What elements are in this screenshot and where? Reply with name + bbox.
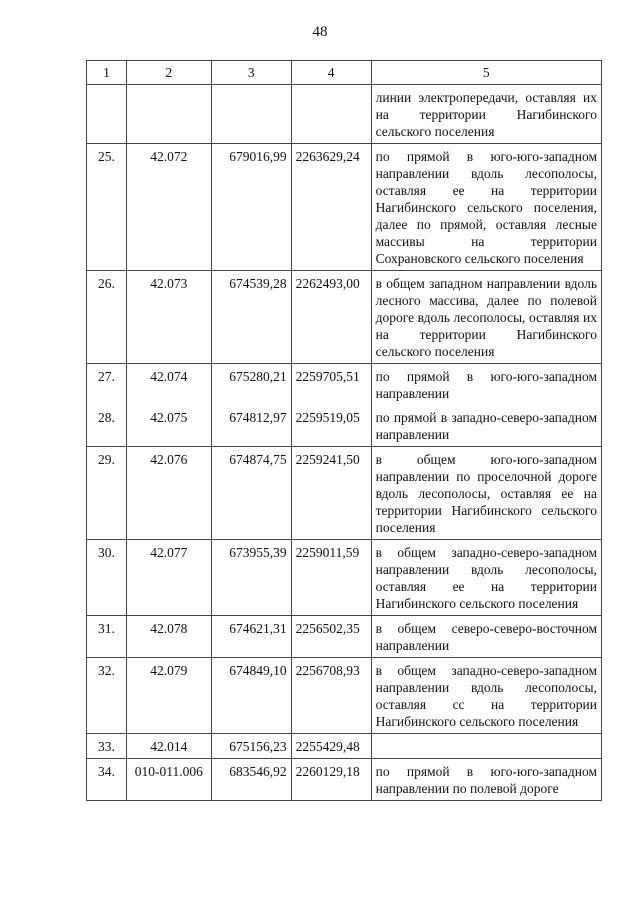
- point-number: 32.: [87, 658, 127, 734]
- point-code: 42.077: [126, 540, 211, 616]
- table-row: [87, 658, 602, 734]
- point-number: 31.: [87, 616, 127, 658]
- boundary-description: по прямой в юго-юго-западном направлении: [371, 364, 601, 406]
- table-row: [87, 144, 602, 271]
- coord-y: 2263629,24: [291, 144, 371, 271]
- page-number: 48: [312, 24, 328, 40]
- point-number: 33.: [87, 734, 127, 759]
- point-number: 34.: [87, 759, 127, 801]
- boundary-description: по прямой в юго-юго-западном направлении по полевой дороге: [371, 759, 601, 801]
- table-body: [87, 85, 602, 801]
- point-code: 42.014: [126, 734, 211, 759]
- point-number: 27.: [87, 364, 127, 406]
- coord-x: 683546,92: [211, 759, 291, 801]
- coord-x: 675280,21: [211, 364, 291, 406]
- point-code: 42.072: [126, 144, 211, 271]
- point-code: 42.075: [126, 405, 211, 447]
- boundary-table: [86, 60, 602, 801]
- point-number: 28.: [87, 405, 127, 447]
- coord-y: 2259705,51: [291, 364, 371, 406]
- column-header: 4: [291, 61, 371, 85]
- coord-x: 674874,75: [211, 447, 291, 540]
- continuation-text: линии электропередачи, оставляя их на территории Нагибинского сельского поселения: [371, 85, 601, 144]
- coord-x: 673955,39: [211, 540, 291, 616]
- coord-y: 2259241,50: [291, 447, 371, 540]
- table-row: [87, 364, 602, 406]
- column-header: 5: [371, 61, 601, 85]
- coord-y: 2259519,05: [291, 405, 371, 447]
- point-code: 010-011.006: [126, 759, 211, 801]
- point-number: 26.: [87, 271, 127, 364]
- coord-x: 679016,99: [211, 144, 291, 271]
- coord-x: 674621,31: [211, 616, 291, 658]
- boundary-description: [371, 734, 601, 759]
- coord-y: 2262493,00: [291, 271, 371, 364]
- point-number: 30.: [87, 540, 127, 616]
- column-header: 1: [87, 61, 127, 85]
- boundary-description: в общем западно-северо-западном направлении вдоль лесополосы, оставляя ее на территории Нагибинского сельского поселения: [371, 540, 601, 616]
- point-number: 25.: [87, 144, 127, 271]
- table-row: [87, 271, 602, 364]
- column-header: 2: [126, 61, 211, 85]
- coord-y: 2256708,93: [291, 658, 371, 734]
- header-row: [87, 61, 602, 85]
- coord-y: 2256502,35: [291, 616, 371, 658]
- table-row: [87, 447, 602, 540]
- boundary-description: по прямой в западно-северо-западном направлении: [371, 405, 601, 447]
- table-row: [87, 616, 602, 658]
- coord-x: 674812,97: [211, 405, 291, 447]
- table-row: [87, 540, 602, 616]
- point-code: 42.074: [126, 364, 211, 406]
- coord-y: 2260129,18: [291, 759, 371, 801]
- point-number: 29.: [87, 447, 127, 540]
- table-row: [87, 734, 602, 759]
- boundary-description: в общем северо-северо-восточном направлении: [371, 616, 601, 658]
- boundary-description: в общем западно-северо-западном направлении вдоль лесополосы, оставляя сс на территории Нагибинского сельского поселения: [371, 658, 601, 734]
- coord-y: 2259011,59: [291, 540, 371, 616]
- column-header: 3: [211, 61, 291, 85]
- boundary-description: в общем юго-юго-западном направлении по проселочной дороге вдоль лесополосы, оставляя ее на территории Нагибинского сельского поселения: [371, 447, 601, 540]
- table-row: [87, 405, 602, 447]
- coord-y: 2255429,48: [291, 734, 371, 759]
- point-code: 42.078: [126, 616, 211, 658]
- boundary-description: в общем западном направлении вдоль лесного массива, далее по полевой дороге вдоль лесополосы, оставляя их на территории Нагибинского сельского поселения: [371, 271, 601, 364]
- boundary-description: по прямой в юго-юго-западном направлении вдоль лесополосы, оставляя ее на территории Нагибинского сельского поселения, далее по прямой, оставляя лесные массивы на территории Сохрановского сельского поселения: [371, 144, 601, 271]
- table-row: [87, 759, 602, 801]
- coord-x: 674539,28: [211, 271, 291, 364]
- coord-x: 674849,10: [211, 658, 291, 734]
- point-code: 42.076: [126, 447, 211, 540]
- continuation-row: [87, 85, 602, 144]
- point-code: 42.079: [126, 658, 211, 734]
- point-code: 42.073: [126, 271, 211, 364]
- coord-x: 675156,23: [211, 734, 291, 759]
